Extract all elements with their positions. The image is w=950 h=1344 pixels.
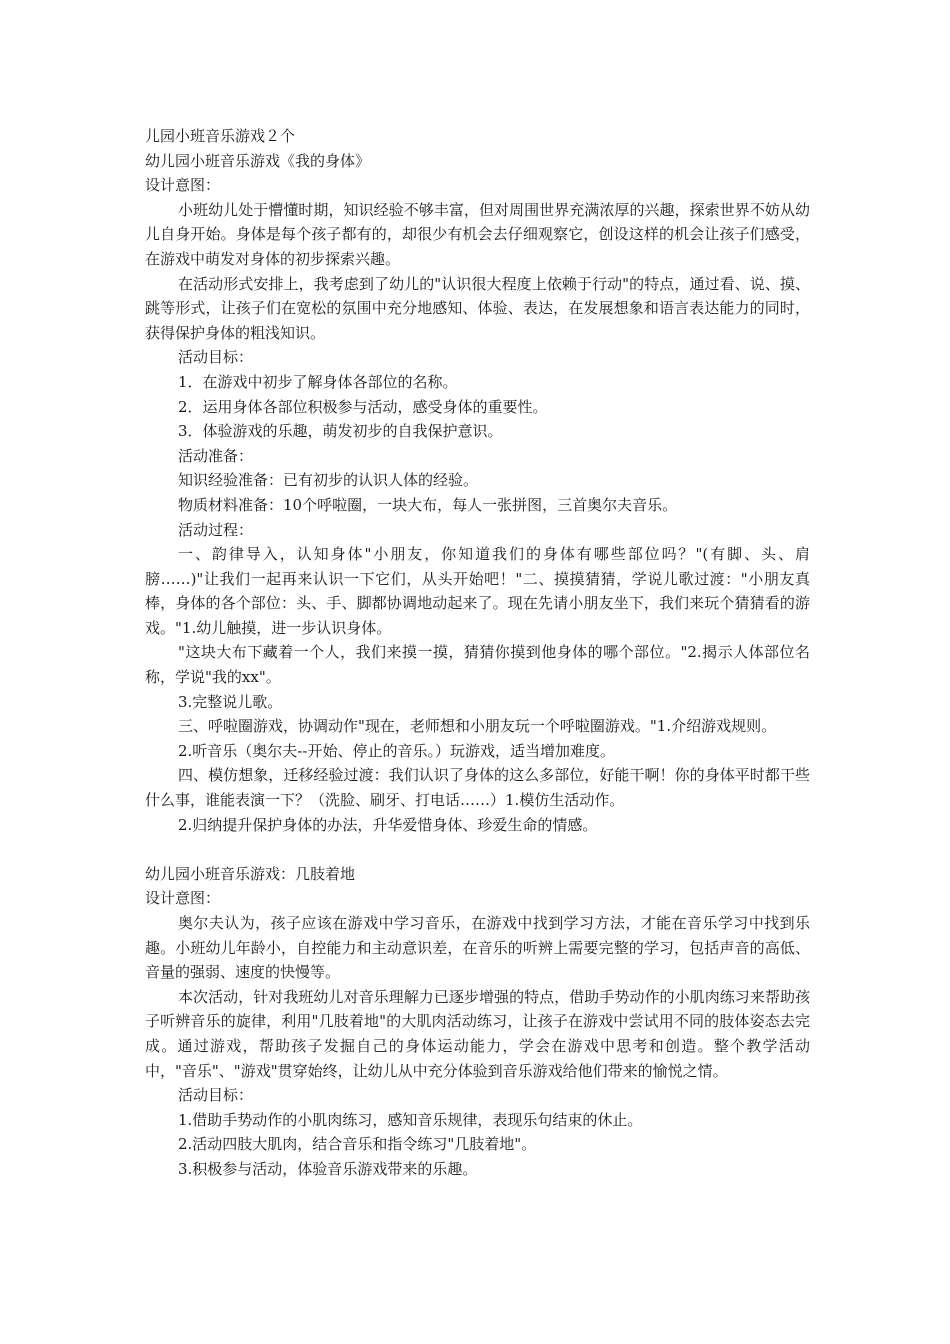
game1-design-paragraph-2: 在活动形式安排上，我考虑到了幼儿的"认识很大程度上依赖于行动"的特点，通过看、说、摸、跳等形式，让孩子们在宽松的氛围中充分地感知、体验、表达，在发展想象和语言表达能力的同时，获得保护身体的粗浅知识。 bbox=[145, 274, 810, 342]
game2-goal-1: 1.借助手势动作的小肌肉练习，感知音乐规律，表现乐句结束的休止。 bbox=[178, 1110, 643, 1129]
game2-design-paragraph-1: 奥尔夫认为，孩子应该在游戏中学习音乐，在游戏中找到学习方法，才能在音乐学习中找到乐趣。小班幼儿年龄小，自控能力和主动意识差，在音乐的听辨上需要完整的学习，包括声音的高低、音量的强弱、速度的快慢等。 bbox=[145, 914, 810, 982]
document-page bbox=[145, 124, 810, 1182]
document-title: 儿园小班音乐游戏２个 bbox=[145, 127, 296, 145]
game1-process-paragraph-3: 3.完整说儿歌。 bbox=[178, 692, 283, 711]
game1-process-paragraph-5: 2.听音乐（奥尔夫--开始、停止的音乐。）玩游戏，适当增加难度。 bbox=[178, 741, 615, 760]
game1-goals-heading: 活动目标： bbox=[178, 348, 254, 367]
game1-design-heading: 设计意图： bbox=[145, 176, 221, 195]
game2-goal-3: 3.积极参与活动，体验音乐游戏带来的乐趣。 bbox=[178, 1159, 478, 1178]
game2-design-heading: 设计意图： bbox=[145, 889, 221, 908]
game1-prep-heading: 活动准备： bbox=[178, 446, 254, 465]
game1-prep-1: 知识经验准备：已有初步的认识人体的经验。 bbox=[178, 471, 479, 490]
game2-goals-heading: 活动目标： bbox=[178, 1086, 254, 1105]
section-spacer bbox=[145, 837, 810, 862]
game1-goal-1: 1．在游戏中初步了解身体各部位的名称。 bbox=[178, 372, 458, 391]
game1-process-paragraph-6: 四、模仿想象，迁移经验过渡：我们认识了身体的这么多部位，好能干啊！你的身体平时都干些什么事，谁能表演一下？（洗脸、刷牙、打电话……）1.模仿生活动作。 bbox=[145, 766, 810, 810]
game1-title: 幼儿园小班音乐游戏《我的身体》 bbox=[145, 151, 371, 170]
game1-process-paragraph-1: 一、韵律导入，认知身体"小朋友，你知道我们的身体有哪些部位吗？"(有脚、头、肩膀……)"让我们一起再来认识一下它们，从头开始吧！"二、摸摸猜猜，学说儿歌过渡："小朋友真棒，身体的各个部位：头、手、脚都协调地动起来了。现在先请小朋友坐下，我们来玩个猜猜看的游戏。"1.幼儿触摸，进一步认识身体。 bbox=[145, 545, 810, 637]
game1-process-paragraph-4: 三、呼啦圈游戏，协调动作"现在，老师想和小朋友玩一个呼啦圈游戏。"1.介绍游戏规则。 bbox=[178, 717, 777, 736]
game1-process-paragraph-2: "这块大布下藏着一个人，我们来摸一摸，猜猜你摸到他身体的哪个部位。"2.揭示人体部位名称，学说"我的xx"。 bbox=[145, 643, 810, 687]
game1-goal-2: 2．运用身体各部位积极参与活动，感受身体的重要性。 bbox=[178, 397, 548, 416]
game1-goal-3: 3．体验游戏的乐趣，萌发初步的自我保护意识。 bbox=[178, 422, 503, 441]
game1-process-heading: 活动过程： bbox=[178, 520, 254, 539]
game2-title: 幼儿园小班音乐游戏：几肢着地 bbox=[145, 864, 356, 883]
game2-design-paragraph-2: 本次活动，针对我班幼儿对音乐理解力已逐步增强的特点，借助手势动作的小肌肉练习来帮助孩子听辨音乐的旋律，利用"几肢着地"的大肌肉活动练习，让孩子在游戏中尝试用不同的肢体姿态去完成。通过游戏，帮助孩子发掘自己的身体运动能力，学会在游戏中思考和创造。整个教学活动中，"音乐"、"游戏"贯穿始终，让幼儿从中充分体验到音乐游戏给他们带来的愉悦之情。 bbox=[145, 987, 810, 1080]
game1-prep-2: 物质材料准备：10个呼啦圈，一块大布，每人一张拼图，三首奥尔夫音乐。 bbox=[178, 495, 678, 514]
game2-goal-2: 2.活动四肢大肌肉，结合音乐和指令练习"几肢着地"。 bbox=[178, 1135, 537, 1154]
game1-process-paragraph-7: 2.归纳提升保护身体的办法，升华爱惜身体、珍爱生命的情感。 bbox=[178, 815, 598, 834]
game1-design-paragraph-1: 小班幼儿处于懵懂时期，知识经验不够丰富，但对周围世界充满浓厚的兴趣，探索世界不妨从幼儿自身开始。身体是每个孩子都有的，却很少有机会去仔细观察它，创设这样的机会让孩子们感受，在游戏中萌发对身体的初步探索兴趣。 bbox=[145, 200, 810, 268]
